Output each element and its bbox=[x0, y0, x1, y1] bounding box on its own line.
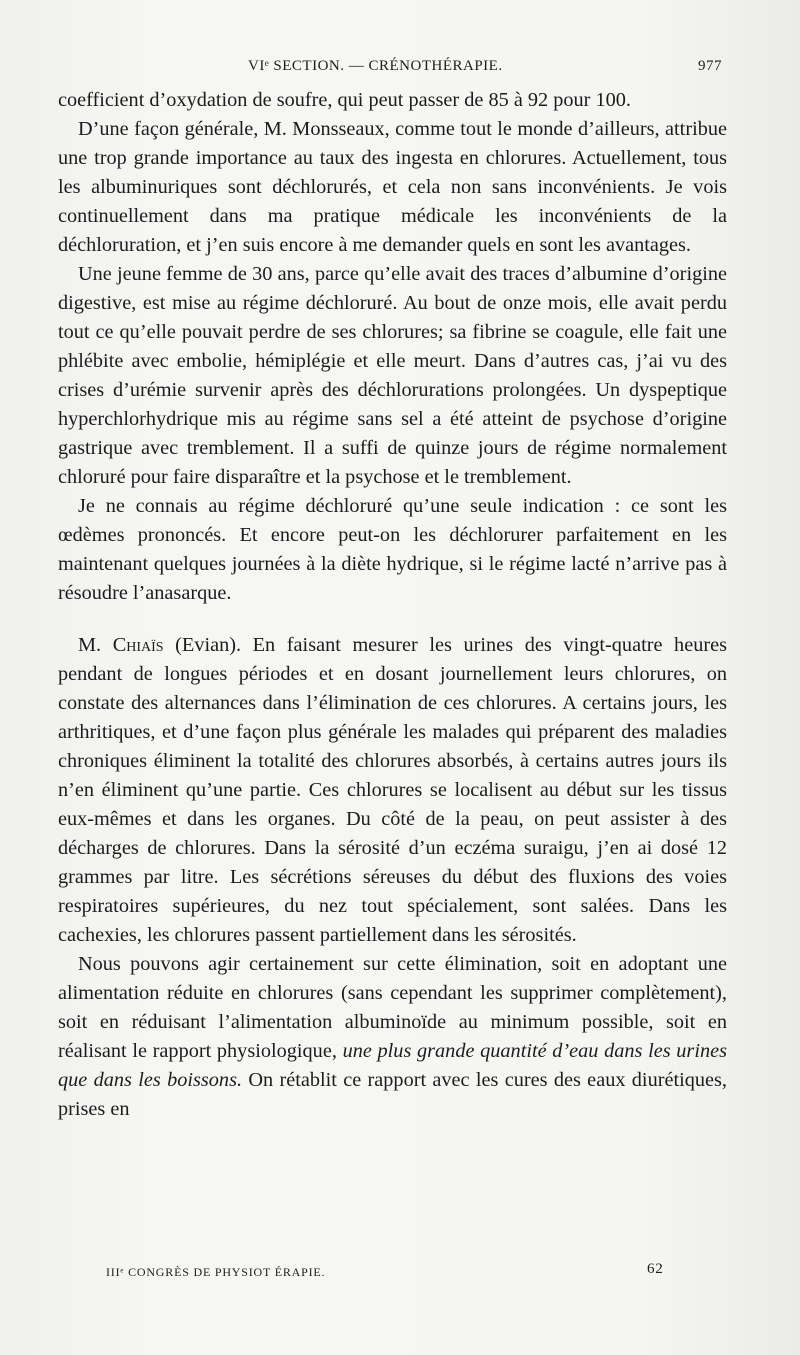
paragraph-6-italic: une plus grande quantité d’eau dans les urines que dans les boissons. bbox=[58, 1040, 727, 1091]
page-footer bbox=[0, 1263, 800, 1285]
page-body bbox=[58, 86, 727, 1124]
footer-sheet-number: 62 bbox=[647, 1261, 664, 1277]
speaker-name: M. Chiaïs bbox=[78, 634, 164, 656]
paragraph-3: Une jeune femme de 30 ans, parce qu’elle avait des traces d’albumine d’origine digestive, est mise au régime déchloruré. Au bout de onze mois, elle avait perdu tout ce qu’elle pouvait perdre de ses chlorures; sa fibrine se coagule, elle fait une phlébite avec embolie, hémiplégie et elle meurt. Dans d’autres cas, j’ai vu des crises d’urémie survenir après des déchlorurations prolongées. Un dyspeptique hyperchlorhydrique mis au régime sans sel a été atteint de psychose d’origine gastrique avec tremblement. Il a suffi de quinze jours de régime normalement chloruré pour faire disparaître et la psychose et le tremblement. bbox=[58, 263, 727, 488]
header-title: VIᵉ SECTION. — CRÉNOTHÉRAPIE. bbox=[248, 58, 503, 74]
paragraph-1: coefficient d’oxydation de soufre, qui peut passer de 85 à 92 pour 100. bbox=[58, 89, 631, 111]
paragraph-5-text: (Evian). En faisant mesurer les urines des vingt-quatre heures pendant de longues périodes et en dosant journellement leurs chlorures, on constate des alternances dans l’élimination de ces chlorures. A certains jours, les arthritiques, et d’une façon plus générale les malades qui préparent des maladies chroniques éliminent la totalité des chlorures absorbés, à certains autres jours ils n’en éliminent qu’une partie. Ces chlorures se localisent au début sur les tissus eux-mêmes et dans les organes. Du côté de la peau, on peut assister à des décharges de chlorures. Dans la sérosité d’un eczéma suraigu, j’en ai dosé 12 grammes par litre. Les sécrétions séreuses du début des fluxions des voies respiratoires supérieures, du nez tout spécialement, sont salées. Dans les cachexies, les chlorures passent partiellement dans les sérosités. bbox=[58, 634, 727, 946]
running-header bbox=[0, 58, 800, 82]
paragraph-2: D’une façon générale, M. Monsseaux, comme tout le monde d’ailleurs, attribue une trop grande importance au taux des ingesta en chlorures. Actuellement, tous les albuminuriques sont déchlorurés, et cela non sans inconvénients. Je vois continuellement dans ma pratique médicale les inconvénients de la déchloruration, et j’en suis encore à me demander quels en sont les avantages. bbox=[58, 118, 727, 256]
paragraph-6 bbox=[58, 950, 727, 1124]
paragraph-6-end: On rétablit ce rapport avec les cures des eaux diurétiques, prises en bbox=[58, 1069, 727, 1120]
paragraph-4: Je ne connais au régime déchloruré qu’une seule indication : ce sont les œdèmes prononcés. Et encore peut-on les déchlorurer parfaitement en les maintenant quelques journées à la diète hydrique, si le régime lacté n’arrive pas à résoudre l’anasarque. bbox=[58, 495, 727, 604]
page-number: 977 bbox=[698, 58, 722, 74]
paragraph-6-text: Nous pouvons agir certainement sur cette élimination, soit en adoptant une alimentation réduite en chlorures (sans cependant les supprimer complètement), soit en réduisant l’alimentation albuminoïde au minimum possible, soit en réalisant le rapport physiologique, bbox=[58, 953, 727, 1062]
paragraph-5 bbox=[58, 631, 727, 950]
footer-signature: IIIᵉ CONGRÈS DE PHYSIOT ÉRAPIE. bbox=[106, 1265, 326, 1279]
